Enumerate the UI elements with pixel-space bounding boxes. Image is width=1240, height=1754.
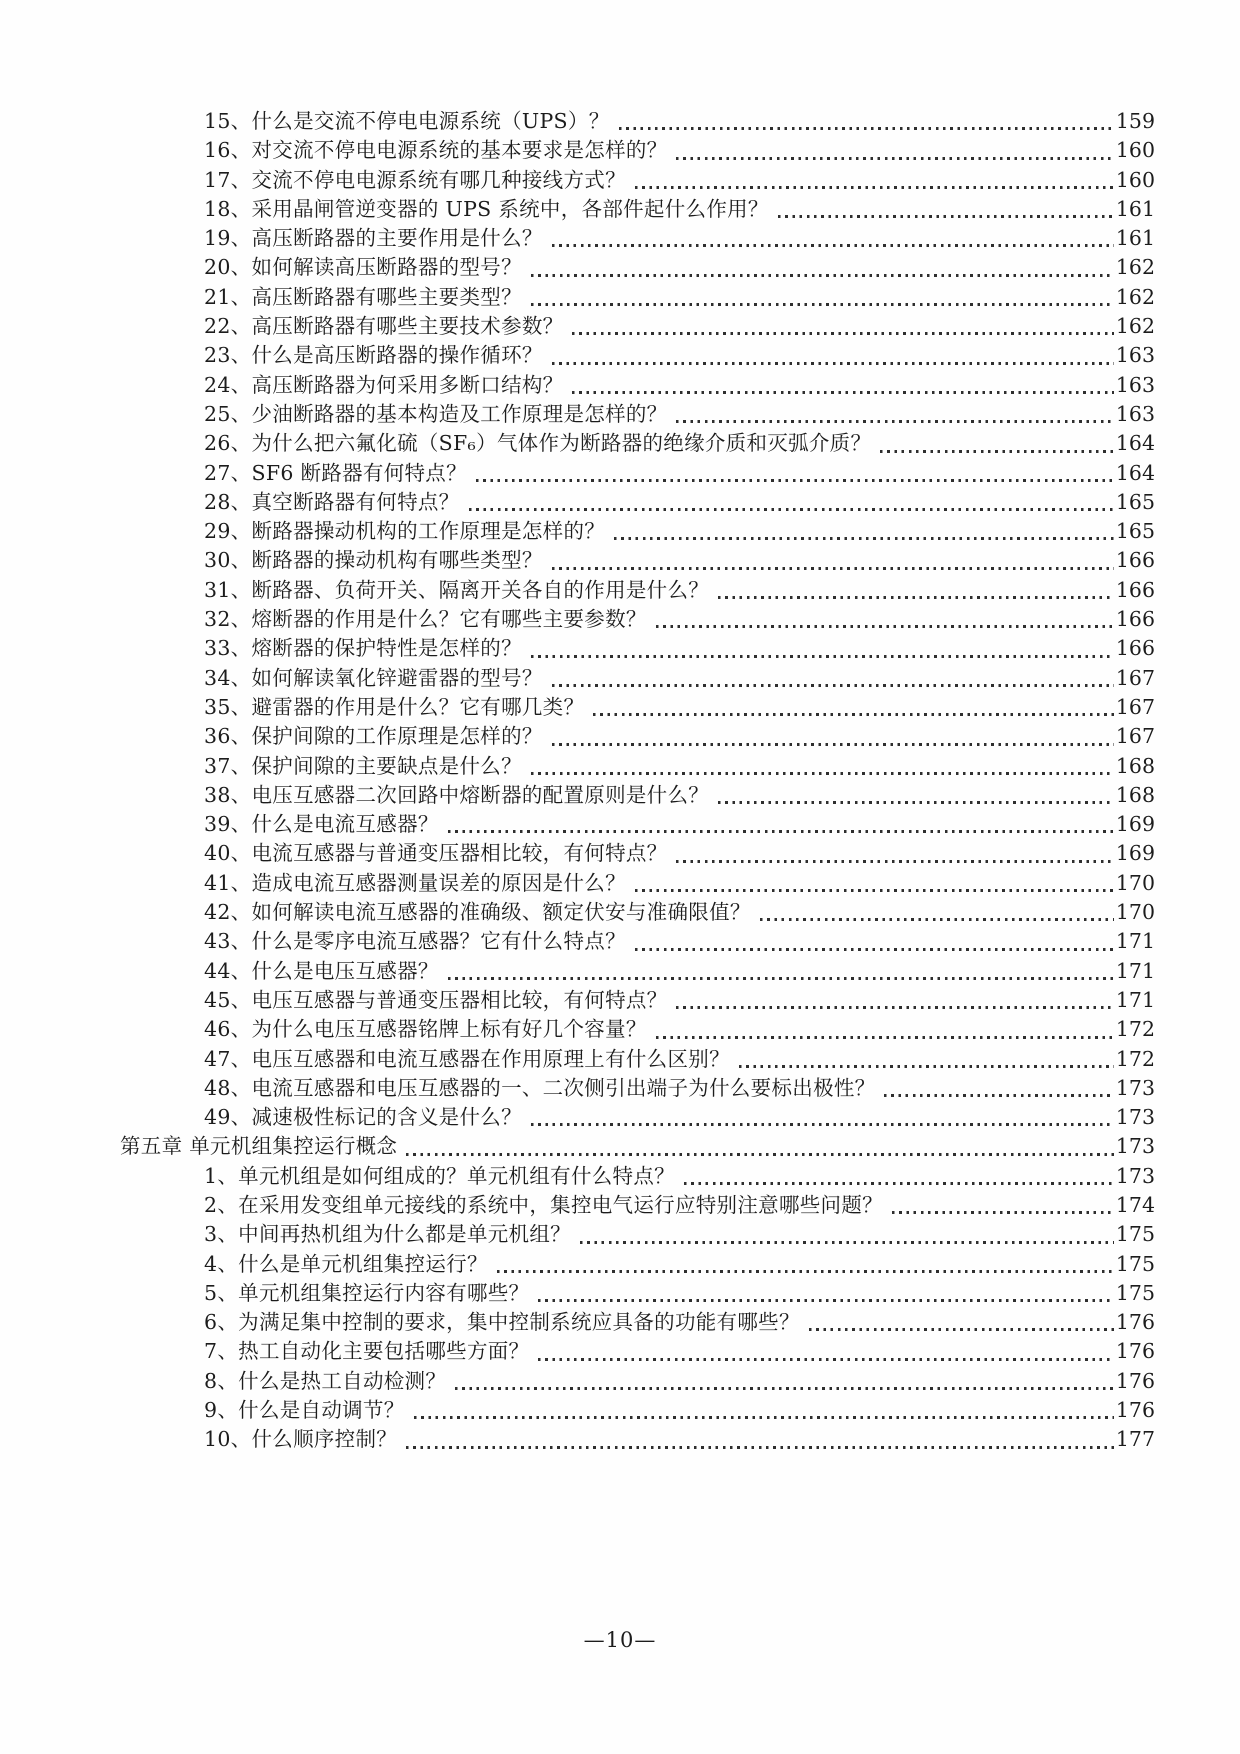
toc-entry (120, 107, 1155, 136)
toc-entry (120, 517, 1155, 546)
toc-entry-label: 27、SF6 断路器有何特点？ (204, 460, 467, 485)
toc-entry-page-number: 175 (1115, 1222, 1155, 1247)
toc-entry-page-number: 172 (1115, 1046, 1155, 1071)
toc-entry-page-number: 171 (1115, 929, 1155, 954)
toc-entry-label: 21、高压断路器有哪些主要类型？ (204, 284, 522, 309)
toc-entry-label: 24、高压断路器为何采用多断口结构？ (204, 372, 564, 397)
toc-dotted-leader (778, 215, 1114, 218)
toc-entry-label: 19、高压断路器的主要作用是什么？ (204, 226, 543, 251)
toc-entry-page-number: 169 (1115, 841, 1155, 866)
toc-dotted-leader (635, 186, 1114, 189)
toc-entry (120, 1162, 1155, 1191)
toc-dotted-leader (552, 244, 1114, 247)
toc-entry (120, 634, 1155, 663)
toc-entry-label: 45、电压互感器与普通变压器相比较，有何特点？ (204, 987, 668, 1012)
toc-entry-label: 5、单元机组集控运行内容有哪些？ (204, 1280, 530, 1305)
toc-entry-label: 29、断路器操动机构的工作原理是怎样的？ (204, 519, 606, 544)
toc-dotted-leader (884, 1094, 1113, 1097)
toc-entry-label: 3、中间再热机组为什么都是单元机组？ (204, 1222, 571, 1247)
toc-entry-page-number: 177 (1115, 1427, 1155, 1452)
toc-entry-label: 8、什么是热工自动检测？ (204, 1368, 447, 1393)
toc-entry (120, 869, 1155, 898)
toc-entry-label: 33、熔断器的保护特性是怎样的？ (204, 636, 522, 661)
toc-entry-page-number: 164 (1115, 431, 1155, 456)
toc-dotted-leader (676, 420, 1113, 423)
toc-dotted-leader (676, 1006, 1113, 1009)
toc-entry (120, 752, 1155, 781)
toc-entry-page-number: 174 (1115, 1192, 1155, 1217)
toc-dotted-leader (718, 801, 1114, 804)
toc-dotted-leader (760, 918, 1114, 921)
toc-entry-page-number: 165 (1115, 519, 1155, 544)
toc-entry-label: 37、保护间隙的主要缺点是什么？ (204, 753, 522, 778)
toc-dotted-leader (538, 1299, 1114, 1302)
toc-entry (120, 1308, 1155, 1337)
toc-entry (120, 605, 1155, 634)
toc-entry (120, 693, 1155, 722)
toc-entry-page-number: 168 (1115, 753, 1155, 778)
toc-entry-page-number: 171 (1115, 958, 1155, 983)
toc-entry-page-number: 160 (1115, 138, 1155, 163)
toc-dotted-leader (497, 1270, 1114, 1273)
toc-dotted-leader (635, 948, 1114, 951)
toc-entry-page-number: 164 (1115, 460, 1155, 485)
toc-entry (120, 1337, 1155, 1366)
toc-entry-label: 43、什么是零序电流互感器？它有什么特点？ (204, 929, 626, 954)
toc-dotted-leader (619, 127, 1114, 130)
toc-entry (120, 810, 1155, 839)
toc-entry-page-number: 167 (1115, 694, 1155, 719)
toc-dotted-leader (448, 977, 1114, 980)
toc-entry-label: 22、高压断路器有哪些主要技术参数？ (204, 314, 564, 339)
toc-entry (120, 1367, 1155, 1396)
toc-dotted-leader (531, 655, 1114, 658)
page-footer (0, 1628, 1240, 1652)
toc-dotted-leader (531, 303, 1114, 306)
toc-dotted-leader (531, 1123, 1114, 1126)
toc-entry-label: 第五章 单元机组集控运行概念 (120, 1134, 398, 1159)
toc-entry-page-number: 176 (1115, 1368, 1155, 1393)
toc-entry-label: 39、什么是电流互感器？ (204, 812, 439, 837)
toc-entry (120, 1279, 1155, 1308)
toc-dotted-leader (739, 1065, 1114, 1068)
toc-entry-label: 10、什么顺序控制？ (204, 1427, 398, 1452)
toc-entry-page-number: 160 (1115, 167, 1155, 192)
toc-entry-page-number: 170 (1115, 900, 1155, 925)
toc-entry-label: 36、保护间隙的工作原理是怎样的？ (204, 724, 543, 749)
toc-entry-page-number: 166 (1115, 548, 1155, 573)
toc-entry-label: 26、为什么把六氟化硫（SF₆）气体作为断路器的绝缘介质和灭弧介质？ (204, 431, 872, 456)
toc-dotted-leader (455, 1387, 1114, 1390)
toc-entry-label: 42、如何解读电流互感器的准确级、额定伏安与准确限值？ (204, 900, 751, 925)
toc-dotted-leader (635, 889, 1114, 892)
toc-entry-page-number: 172 (1115, 1017, 1155, 1042)
toc-entry (120, 136, 1155, 165)
toc-entry-page-number: 171 (1115, 987, 1155, 1012)
toc-entry-page-number: 165 (1115, 489, 1155, 514)
toc-entry-page-number: 176 (1115, 1310, 1155, 1335)
toc-dotted-leader (572, 391, 1113, 394)
toc-dotted-leader (406, 1153, 1114, 1156)
toc-entry (120, 664, 1155, 693)
toc-entry-page-number: 159 (1115, 109, 1155, 133)
toc-dotted-leader (580, 1241, 1114, 1244)
toc-dotted-leader (684, 1182, 1114, 1185)
toc-dotted-leader (531, 274, 1114, 277)
toc-entry-page-number: 162 (1115, 255, 1155, 280)
toc-entry-page-number: 166 (1115, 577, 1155, 602)
toc-entry-label: 2、在采用发变组单元接线的系统中，集控电气运行应特别注意哪些问题？ (204, 1192, 883, 1217)
toc-dotted-leader (880, 450, 1114, 453)
toc-entry (120, 195, 1155, 224)
toc-entry-page-number: 173 (1115, 1105, 1155, 1130)
toc-entry-label: 40、电流互感器与普通变压器相比较，有何特点？ (204, 841, 668, 866)
toc-entry (120, 1045, 1155, 1074)
toc-entry (120, 283, 1155, 312)
toc-entry-page-number: 166 (1115, 607, 1155, 632)
toc-entry-page-number: 176 (1115, 1339, 1155, 1364)
toc-entry (120, 1132, 1155, 1161)
toc-entry (120, 957, 1155, 986)
toc-entry-page-number: 173 (1115, 1163, 1155, 1188)
toc-entry-label: 44、什么是电压互感器？ (204, 958, 439, 983)
toc-entry-label: 47、电压互感器和电流互感器在作用原理上有什么区别？ (204, 1046, 730, 1071)
toc-entry (120, 1074, 1155, 1103)
toc-entry (120, 312, 1155, 341)
toc-entry (120, 224, 1155, 253)
toc-entry-label: 16、对交流不停电电源系统的基本要求是怎样的？ (204, 138, 668, 163)
toc-entry-label: 30、断路器的操动机构有哪些类型？ (204, 548, 543, 573)
toc-entry (120, 986, 1155, 1015)
toc-entry-label: 48、电流互感器和电压互感器的一、二次侧引出端子为什么要标出极性？ (204, 1075, 876, 1100)
toc-dotted-leader (552, 743, 1114, 746)
toc-entry-page-number: 173 (1115, 1134, 1155, 1159)
toc-entry-page-number: 173 (1115, 1075, 1155, 1100)
toc-entry (120, 253, 1155, 282)
toc-entry-page-number: 166 (1115, 636, 1155, 661)
toc-entry (120, 1191, 1155, 1220)
toc-entry (120, 722, 1155, 751)
toc-entry (120, 1425, 1155, 1454)
toc-dotted-leader (676, 157, 1113, 160)
toc-entry-page-number: 175 (1115, 1280, 1155, 1305)
toc-dotted-leader (552, 567, 1114, 570)
toc-entry-label: 31、断路器、负荷开关、隔离开关各自的作用是什么？ (204, 577, 710, 602)
toc-entry (120, 341, 1155, 370)
toc-entry (120, 1015, 1155, 1044)
toc-entry-label: 46、为什么电压互感器铭牌上标有好几个容量？ (204, 1017, 647, 1042)
toc-entry (120, 1396, 1155, 1425)
toc-entry-label: 41、造成电流互感器测量误差的原因是什么？ (204, 870, 626, 895)
toc-entry (120, 166, 1155, 195)
toc-dotted-leader (809, 1328, 1114, 1331)
toc-entry-label: 23、什么是高压断路器的操作循环？ (204, 343, 543, 368)
toc-dotted-leader (614, 537, 1114, 540)
toc-entry (120, 839, 1155, 868)
toc-dotted-leader (476, 479, 1114, 482)
toc-entry (120, 459, 1155, 488)
toc-dotted-leader (448, 830, 1114, 833)
toc-dotted-leader (538, 1358, 1114, 1361)
toc-entry-label: 20、如何解读高压断路器的型号？ (204, 255, 522, 280)
toc-entry (120, 429, 1155, 458)
toc-entry (120, 1250, 1155, 1279)
toc-entry-page-number: 163 (1115, 372, 1155, 397)
toc-dotted-leader (572, 332, 1113, 335)
toc-dotted-leader (552, 684, 1114, 687)
toc-entry (120, 898, 1155, 927)
toc-dotted-leader (414, 1416, 1114, 1419)
toc-entry-label: 9、什么是自动调节？ (204, 1398, 405, 1423)
toc-dotted-leader (892, 1211, 1114, 1214)
toc-entry-page-number: 169 (1115, 812, 1155, 837)
toc-dotted-leader (656, 625, 1114, 628)
toc-dotted-leader (552, 362, 1114, 365)
toc-entry-label: 32、熔断器的作用是什么？它有哪些主要参数？ (204, 607, 647, 632)
toc-entry-label: 1、单元机组是如何组成的？单元机组有什么特点？ (204, 1163, 675, 1188)
toc-entry-label: 38、电压互感器二次回路中熔断器的配置原则是什么？ (204, 782, 710, 807)
toc-entry-page-number: 162 (1115, 314, 1155, 339)
toc-entry-page-number: 163 (1115, 401, 1155, 426)
toc-entry-label: 6、为满足集中控制的要求，集中控制系统应具备的功能有哪些？ (204, 1310, 800, 1335)
toc-dotted-leader (656, 1036, 1114, 1039)
toc-entry-label: 18、采用晶闸管逆变器的 UPS 系统中，各部件起什么作用？ (204, 196, 769, 221)
toc-entry-page-number: 161 (1115, 196, 1155, 221)
toc-entry-label: 7、热工自动化主要包括哪些方面？ (204, 1339, 530, 1364)
toc-entry (120, 927, 1155, 956)
toc-entry-label: 28、真空断路器有何特点？ (204, 489, 460, 514)
toc-entry-label: 49、减速极性标记的含义是什么？ (204, 1105, 522, 1130)
toc-entry-page-number: 161 (1115, 226, 1155, 251)
toc-entry (120, 576, 1155, 605)
toc-dotted-leader (531, 772, 1114, 775)
footer-page-number: —10— (583, 1628, 657, 1652)
toc-entry (120, 781, 1155, 810)
toc-dotted-leader (406, 1446, 1114, 1449)
toc-entry (120, 371, 1155, 400)
toc-entry-label: 25、少油断路器的基本构造及工作原理是怎样的？ (204, 401, 668, 426)
toc-entry (120, 488, 1155, 517)
toc-entry-page-number: 168 (1115, 782, 1155, 807)
toc-entry-label: 15、什么是交流不停电电源系统（UPS）？ (204, 109, 610, 133)
toc-entry-label: 34、如何解读氧化锌避雷器的型号？ (204, 665, 543, 690)
toc-entry-page-number: 170 (1115, 870, 1155, 895)
toc-entry-page-number: 176 (1115, 1398, 1155, 1423)
toc-entry-page-number: 162 (1115, 284, 1155, 309)
toc-entry-label: 4、什么是单元机组集控运行？ (204, 1251, 488, 1276)
toc-entry-label: 35、避雷器的作用是什么？它有哪几类？ (204, 694, 585, 719)
toc-entry (120, 546, 1155, 575)
toc-entry (120, 1220, 1155, 1249)
toc-entry-page-number: 167 (1115, 665, 1155, 690)
toc-entry (120, 1103, 1155, 1132)
toc-entry-page-number: 163 (1115, 343, 1155, 368)
toc-entry-label: 17、交流不停电电源系统有哪几种接线方式？ (204, 167, 626, 192)
toc-dotted-leader (718, 596, 1114, 599)
toc-dotted-leader (676, 860, 1113, 863)
toc-entry-page-number: 175 (1115, 1251, 1155, 1276)
toc-dotted-leader (593, 713, 1114, 716)
toc-dotted-leader (469, 508, 1114, 511)
toc-entry (120, 400, 1155, 429)
toc-entry-page-number: 167 (1115, 724, 1155, 749)
